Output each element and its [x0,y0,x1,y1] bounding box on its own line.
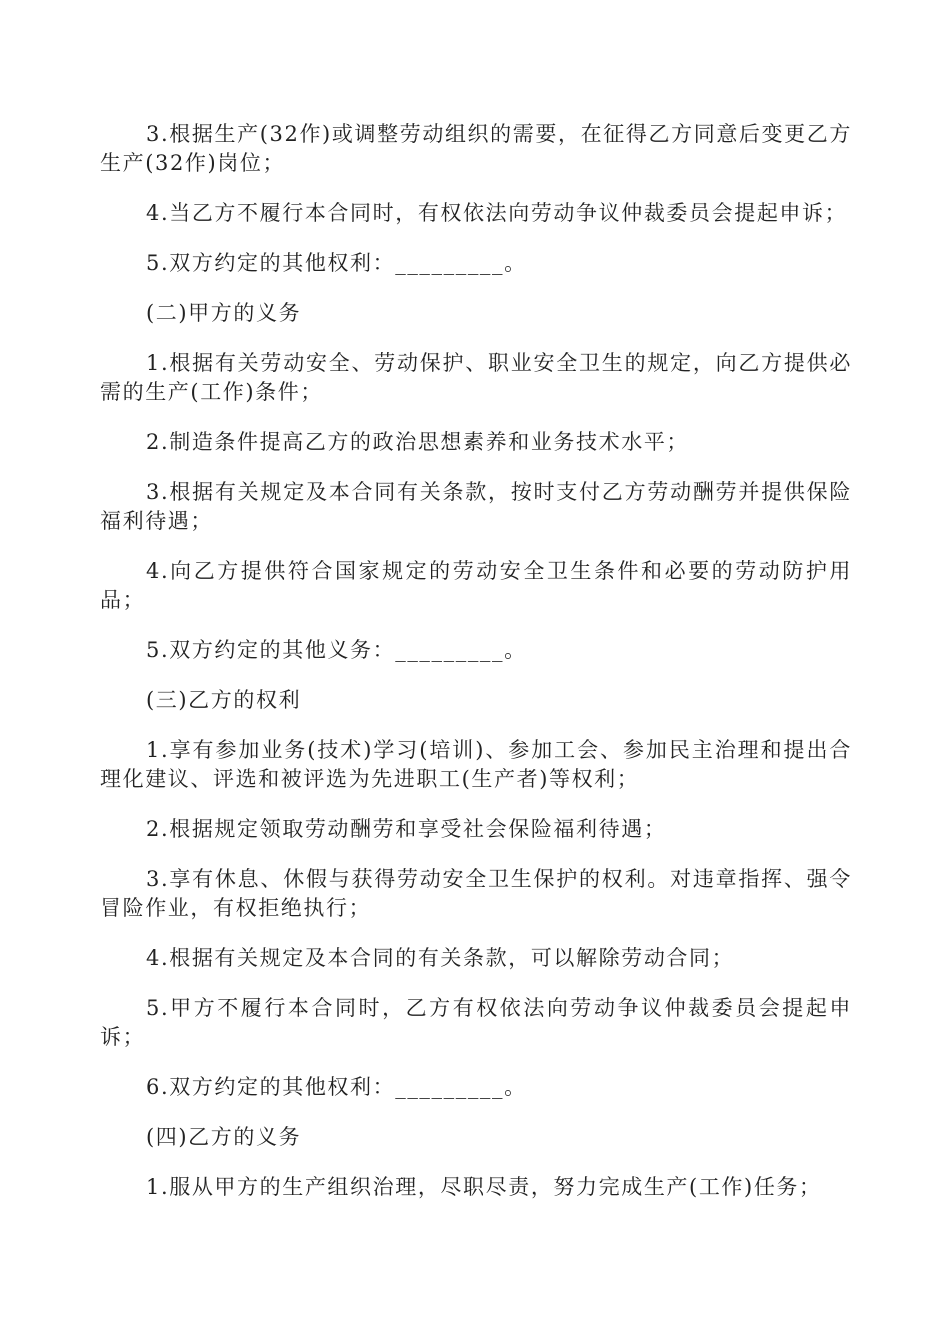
paragraph: 6.双方约定的其他权利：_________。 [146,1075,527,1099]
paragraph: 1.服从甲方的生产组织治理，尽职尽责，努力完成生产(工作)任务； [146,1175,822,1199]
paragraph: 3.根据有关规定及本合同有关条款，按时支付乙方劳动酬劳并提供保险福利待遇； [100,480,852,533]
section-heading: (三)乙方的权利 [146,688,302,712]
paragraph: 1.享有参加业务(技术)学习(培训)、参加工会、参加民主治理和提出合理化建议、评选和被评选为先进职工(生产者)等权利； [100,738,852,791]
paragraph: 1.根据有关劳动安全、劳动保护、职业安全卫生的规定，向乙方提供必需的生产(工作)条件； [100,351,852,404]
paragraph: 5.双方约定的其他权利：_________。 [146,251,527,275]
paragraph: 4.根据有关规定及本合同的有关条款，可以解除劳动合同； [146,946,735,970]
paragraph: 2.制造条件提高乙方的政治思想素养和业务技术水平； [146,430,690,454]
paragraph: 3.享有休息、休假与获得劳动安全卫生保护的权利。对违章指挥、强令冒险作业，有权拒绝执行； [100,867,852,920]
section-heading: (四)乙方的义务 [146,1125,302,1149]
paragraph: 3.根据生产(32作)或调整劳动组织的需要，在征得乙方同意后变更乙方生产(32作)岗位； [100,122,852,175]
paragraph: 5.双方约定的其他义务：_________。 [146,638,527,662]
paragraph: 2.根据规定领取劳动酬劳和享受社会保险福利待遇； [146,817,667,841]
section-heading: (二)甲方的义务 [146,301,302,325]
document-body [100,120,852,1223]
paragraph: 4.当乙方不履行本合同时，有权依法向劳动争议仲裁委员会提起申诉； [146,201,848,225]
paragraph: 4.向乙方提供符合国家规定的劳动安全卫生条件和必要的劳动防护用品； [100,559,852,612]
paragraph: 5.甲方不履行本合同时，乙方有权依法向劳动争议仲裁委员会提起申诉； [100,996,852,1049]
